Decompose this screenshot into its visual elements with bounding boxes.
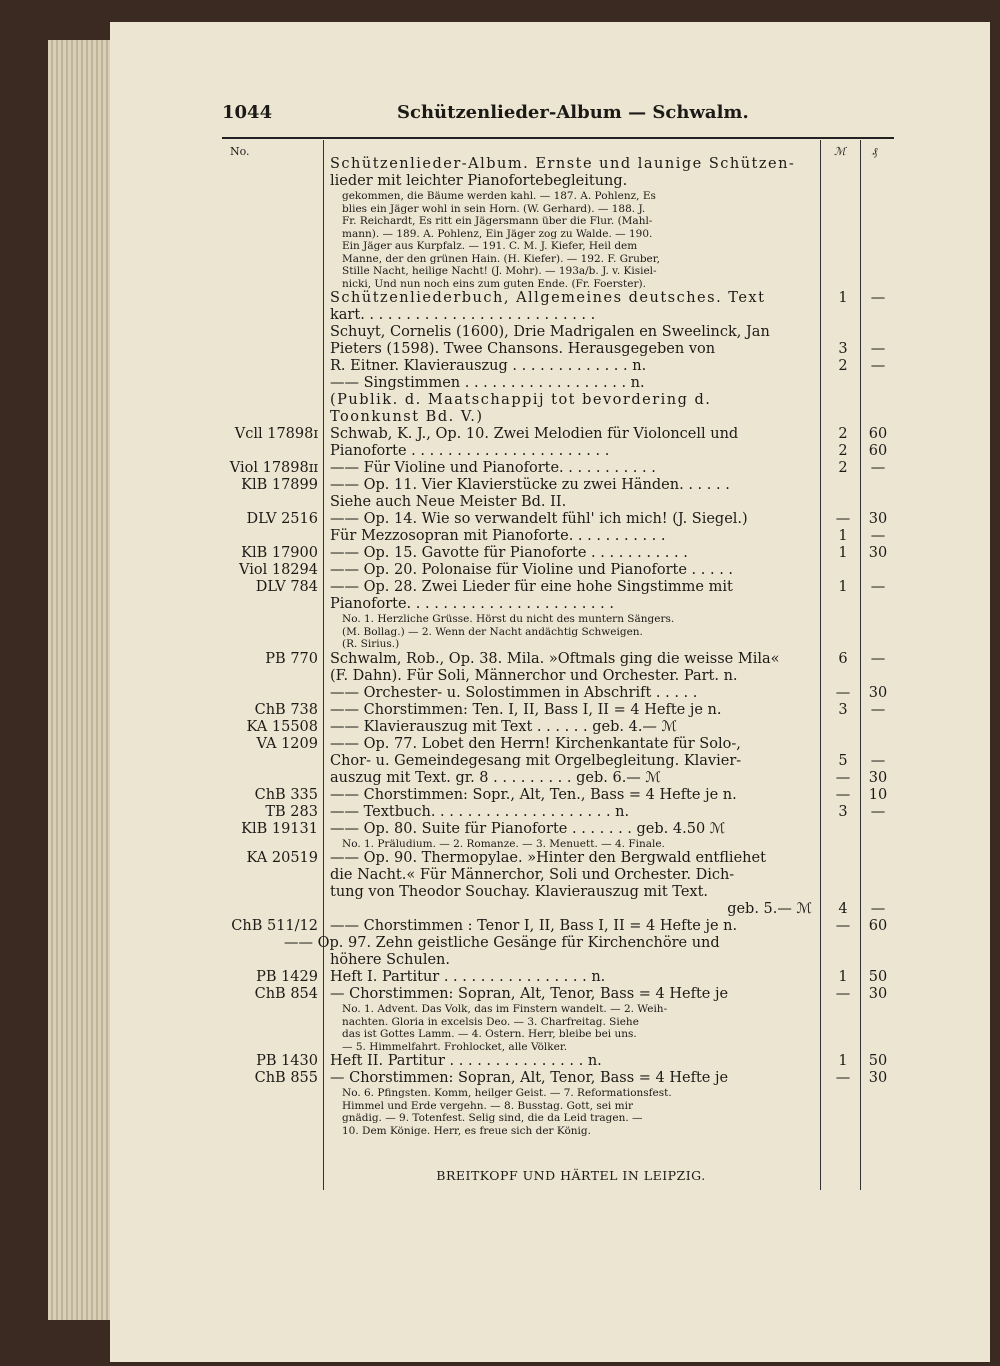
entry-text: (Publik. d. Maatschappij tot bevordering d. — [330, 392, 712, 408]
entry-text: nachten. Gloria in excelsis Deo. — 3. Charfreitag. Siehe — [342, 1015, 639, 1028]
price-pfennig: — — [870, 528, 886, 544]
entry-text: — Chorstimmen: Sopran, Alt, Tenor, Bass = 4 Hefte je — [330, 986, 729, 1002]
price-mark: 6 — [838, 650, 848, 667]
price-mark: 2 — [838, 426, 848, 442]
price-mark: 1 — [838, 579, 848, 595]
entry-text: blies ein Jäger wohl in sein Horn. (W. Gerhard). — 188. J. — [342, 202, 646, 215]
entry-text: gekommen, die Bäume werden kahl. — 187. A. Pohlenz, Es — [342, 190, 656, 202]
catalog-number: Viol 17898ɪɪ — [229, 460, 318, 476]
entry-text: Für Mezzosopran mit Pianoforte. . . . . . . . . . . — [330, 528, 666, 544]
entry-text: Schwab, K. J., Op. 10. Zwei Melodien für Violoncell und — [330, 426, 739, 442]
catalog-number: ChB 738 — [254, 701, 318, 718]
entry-text: —— Op. 14. Wie so verwandelt fühl' ich mich! (J. Siegel.) — [330, 511, 748, 527]
entry-text: —— Op. 20. Polonaise für Violine und Pianoforte . . . . . — [330, 562, 734, 578]
entry-text: kart. . . . . . . . . . . . . . . . . . . . . . . . . . — [330, 307, 596, 323]
catalog-number: ChB 854 — [254, 986, 318, 1002]
entry-text: Schützenlieder-Album. Ernste und launige Schützen- — [330, 156, 796, 172]
entry-text: (M. Bollag.) — 2. Wenn der Nacht andächtig Schweigen. — [342, 625, 643, 638]
catalog-number: Viol 18294 — [239, 562, 318, 578]
entry-text: —— Op. 80. Suite für Pianoforte . . . . . . . geb. 4.50 ℳ — [330, 820, 726, 837]
entry-text: Fr. Reichardt, Es ritt ein Jägersmann über die Flur. (Mahl- — [342, 215, 653, 227]
entry-text: Pianoforte . . . . . . . . . . . . . . . . . . . . . . — [330, 443, 610, 459]
running-header — [222, 102, 894, 134]
entry-text: Manne, der den grünen Hain. (H. Kiefer). — 192. F. Gruber, — [342, 252, 660, 265]
page-title: Schützenlieder-Album — Schwalm. — [397, 102, 749, 123]
price-pfennig: 30 — [868, 511, 888, 527]
entry-text: 10. Dem Könige. Herr, es freue sich der König. — [342, 1124, 591, 1137]
price-pfennig: 60 — [868, 918, 888, 934]
entry-text: Pianoforte. . . . . . . . . . . . . . . . . . . . . . . — [330, 596, 614, 612]
price-pfennig: 30 — [868, 769, 888, 786]
price-pfennig: — — [870, 752, 886, 769]
entry-text: (F. Dahn). Für Soli, Männerchor und Orchester. Part. n. — [330, 667, 738, 684]
entry-text: Himmel und Erde vergehn. — 8. Busstag. Gott, sei mir — [342, 1099, 633, 1112]
entry-text: — Chorstimmen: Sopran, Alt, Tenor, Bass = 4 Hefte je — [330, 1070, 729, 1086]
price-pfennig: 60 — [868, 426, 888, 442]
entry-text: Ein Jäger aus Kurpfalz. — 191. C. M. J. Kiefer, Heil dem — [342, 240, 638, 252]
entry-text: Schuyt, Cornelis (1600), Drie Madrigalen en Sweelinck, Jan — [330, 324, 770, 340]
price-mark: — — [835, 511, 851, 527]
price-pfennig: 30 — [868, 684, 888, 701]
price-pfennig: 30 — [868, 545, 888, 561]
page-number: 1044 — [222, 102, 273, 123]
price-pfennig: — — [870, 650, 886, 667]
entry-text: (R. Sirius.) — [342, 638, 400, 650]
price-mark: 1 — [838, 290, 848, 306]
price-pfennig: 30 — [868, 1070, 888, 1086]
catalog-number: KlB 17900 — [241, 545, 318, 561]
price-mark: 3 — [838, 701, 848, 718]
catalog-number: KlB 19131 — [241, 820, 318, 837]
entry-text: —— Op. 90. Thermopylae. »Hinter den Bergwald entfliehet — [330, 850, 766, 866]
entry-text: gnädig. — 9. Totenfest. Selig sind, die da Leid tragen. — — [342, 1112, 643, 1124]
entry-text: Stille Nacht, heilige Nacht! (J. Mohr). — 193a/b. J. v. Kisiel- — [342, 265, 657, 277]
entry-text: das ist Gottes Lamm. — 4. Ostern. Herr, bleibe bei uns. — [342, 1028, 637, 1040]
entry-text: — 5. Himmelfahrt. Frohlocket, alle Völker. — [342, 1040, 568, 1053]
entry-text: —— Op. 97. Zehn geistliche Gesänge für Kirchenchöre und — [284, 935, 720, 951]
catalog-number: TB 283 — [265, 803, 318, 820]
price-mark: 3 — [838, 803, 848, 820]
price-mark: 3 — [838, 341, 848, 357]
entry-text: die Nacht.« Für Männerchor, Soli und Orchester. Dich- — [330, 867, 735, 883]
entry-text: lieder mit leichter Pianofortebegleitung. — [330, 173, 628, 189]
catalog-number: KA 20519 — [246, 850, 318, 866]
entry-text: höhere Schulen. — [330, 952, 451, 968]
entry-text: —— Textbuch. . . . . . . . . . . . . . . . . . . . n. — [330, 803, 630, 820]
price-mark: 1 — [838, 969, 848, 985]
price-mark: 1 — [838, 545, 848, 561]
catalog-number: DLV 2516 — [246, 511, 318, 527]
price-pfennig: — — [870, 579, 886, 595]
price-mark: 1 — [838, 528, 848, 544]
entry-text: —— Chorstimmen : Tenor I, II, Bass I, II = 4 Hefte je n. — [330, 918, 738, 934]
price-pfennig: 50 — [868, 1053, 888, 1069]
price-mark: — — [835, 1070, 851, 1086]
entry-text: tung von Theodor Souchay. Klavierauszug mit Text. — [330, 884, 709, 900]
catalog-number: PB 1429 — [256, 969, 318, 985]
entry-text: Siehe auch Neue Meister Bd. II. — [330, 494, 567, 510]
price-pfennig: 50 — [868, 969, 888, 985]
catalog-number: ChB 335 — [254, 786, 318, 803]
price-pfennig: — — [870, 290, 886, 306]
price-pfennig: 60 — [868, 443, 888, 459]
catalog-number: VA 1209 — [256, 735, 318, 752]
price-pfennig: — — [870, 701, 886, 718]
catalog-number: PB 770 — [265, 650, 318, 667]
entry-text: —— Für Violine und Pianoforte. . . . . . . . . . . — [330, 460, 656, 476]
entry-text: R. Eitner. Klavierauszug . . . . . . . . . . . . . n. — [330, 358, 647, 374]
entry-text: —— Singstimmen . . . . . . . . . . . . . . . . . . n. — [330, 375, 645, 391]
price-pfennig: 30 — [868, 986, 888, 1002]
price-pfennig: — — [870, 803, 886, 820]
entry-text: —— Chorstimmen: Sopr., Alt, Ten., Bass = 4 Hefte je n. — [330, 786, 737, 803]
entry-text: Toonkunst Bd. V.) — [330, 409, 484, 425]
price-mark: — — [835, 769, 851, 786]
entry-text: No. 1. Advent. Das Volk, das im Finstern wandelt. — 2. Weih- — [342, 1003, 668, 1015]
entry-text: —— Orchester- u. Solostimmen in Abschrift . . . . . — [330, 684, 698, 701]
column-header-pfennig: ₰ — [872, 145, 878, 158]
column-divider-mark — [820, 140, 821, 1190]
entry-text: Heft I. Partitur . . . . . . . . . . . . . . . . n. — [330, 969, 606, 985]
entry-text: nicki, Und nun noch eins zum guten Ende. (Fr. Foerster). — [342, 277, 646, 290]
publisher-footer: BREITKOPF UND HÄRTEL IN LEIPZIG. — [436, 1168, 706, 1183]
price-mark: 2 — [838, 460, 848, 476]
entry-text: Chor- u. Gemeindegesang mit Orgelbegleitung. Klavier- — [330, 752, 742, 769]
price-pfennig: — — [870, 341, 886, 357]
entry-text: geb. 5.— ℳ — [727, 901, 812, 917]
catalog-number: PB 1430 — [256, 1053, 318, 1069]
catalog-number: KA 15508 — [246, 718, 318, 735]
price-mark: 2 — [838, 358, 848, 374]
catalog-number: Vcll 17898ɪ — [234, 426, 318, 442]
price-mark: 1 — [838, 1053, 848, 1069]
price-mark: — — [835, 986, 851, 1002]
header-rule — [222, 137, 894, 139]
entry-text: Schützenliederbuch, Allgemeines deutsches. Text — [330, 290, 766, 306]
entry-text: No. 1. Herzliche Grüsse. Hörst du nicht des muntern Sängers. — [342, 613, 675, 625]
catalog-number: ChB 511/12 — [231, 918, 318, 934]
entry-text: —— Op. 77. Lobet den Herrn! Kirchenkantate für Solo-, — [330, 735, 741, 752]
entry-text: —— Op. 28. Zwei Lieder für eine hohe Singstimme mit — [330, 579, 733, 595]
entry-text: Schwalm, Rob., Op. 38. Mila. »Oftmals ging die weisse Mila« — [330, 650, 780, 667]
column-divider-pfennig — [860, 140, 861, 1190]
catalog-number: ChB 855 — [254, 1070, 318, 1086]
catalog-number: KlB 17899 — [241, 477, 318, 493]
price-mark: — — [835, 918, 851, 934]
entry-text: Heft II. Partitur . . . . . . . . . . . . . . . n. — [330, 1053, 602, 1069]
entry-text: No. 6. Pfingsten. Komm, heilger Geist. — 7. Reformationsfest. — [342, 1087, 672, 1099]
entry-text: —— Op. 15. Gavotte für Pianoforte . . . . . . . . . . . — [330, 545, 688, 561]
price-mark: — — [835, 786, 851, 803]
price-mark: 4 — [838, 901, 848, 917]
price-pfennig: — — [870, 901, 886, 917]
price-pfennig: — — [870, 460, 886, 476]
catalog-number: DLV 784 — [255, 579, 318, 595]
entry-text: mann). — 189. A. Pohlenz, Ein Jäger zog zu Walde. — 190. — [342, 227, 653, 240]
price-pfennig: 10 — [868, 786, 888, 803]
entry-text: Pieters (1598). Twee Chansons. Herausgegeben von — [330, 341, 716, 357]
column-divider-no — [323, 140, 324, 1190]
entry-text: auszug mit Text. gr. 8 . . . . . . . . . geb. 6.— ℳ — [330, 769, 661, 786]
column-header-mark: ℳ — [834, 145, 846, 158]
entry-text: —— Op. 11. Vier Klavierstücke zu zwei Händen. . . . . . — [330, 477, 730, 493]
entry-text: —— Klavierauszug mit Text . . . . . . geb. 4.— ℳ — [330, 718, 678, 735]
entry-text: No. 1. Präludium. — 2. Romanze. — 3. Menuett. — 4. Finale. — [342, 837, 665, 850]
price-pfennig: — — [870, 358, 886, 374]
price-mark: 2 — [838, 443, 848, 459]
column-header-no: No. — [230, 145, 250, 158]
price-mark: — — [835, 684, 851, 701]
price-mark: 5 — [838, 752, 848, 769]
entry-text: —— Chorstimmen: Ten. I, II, Bass I, II = 4 Hefte je n. — [330, 701, 722, 718]
